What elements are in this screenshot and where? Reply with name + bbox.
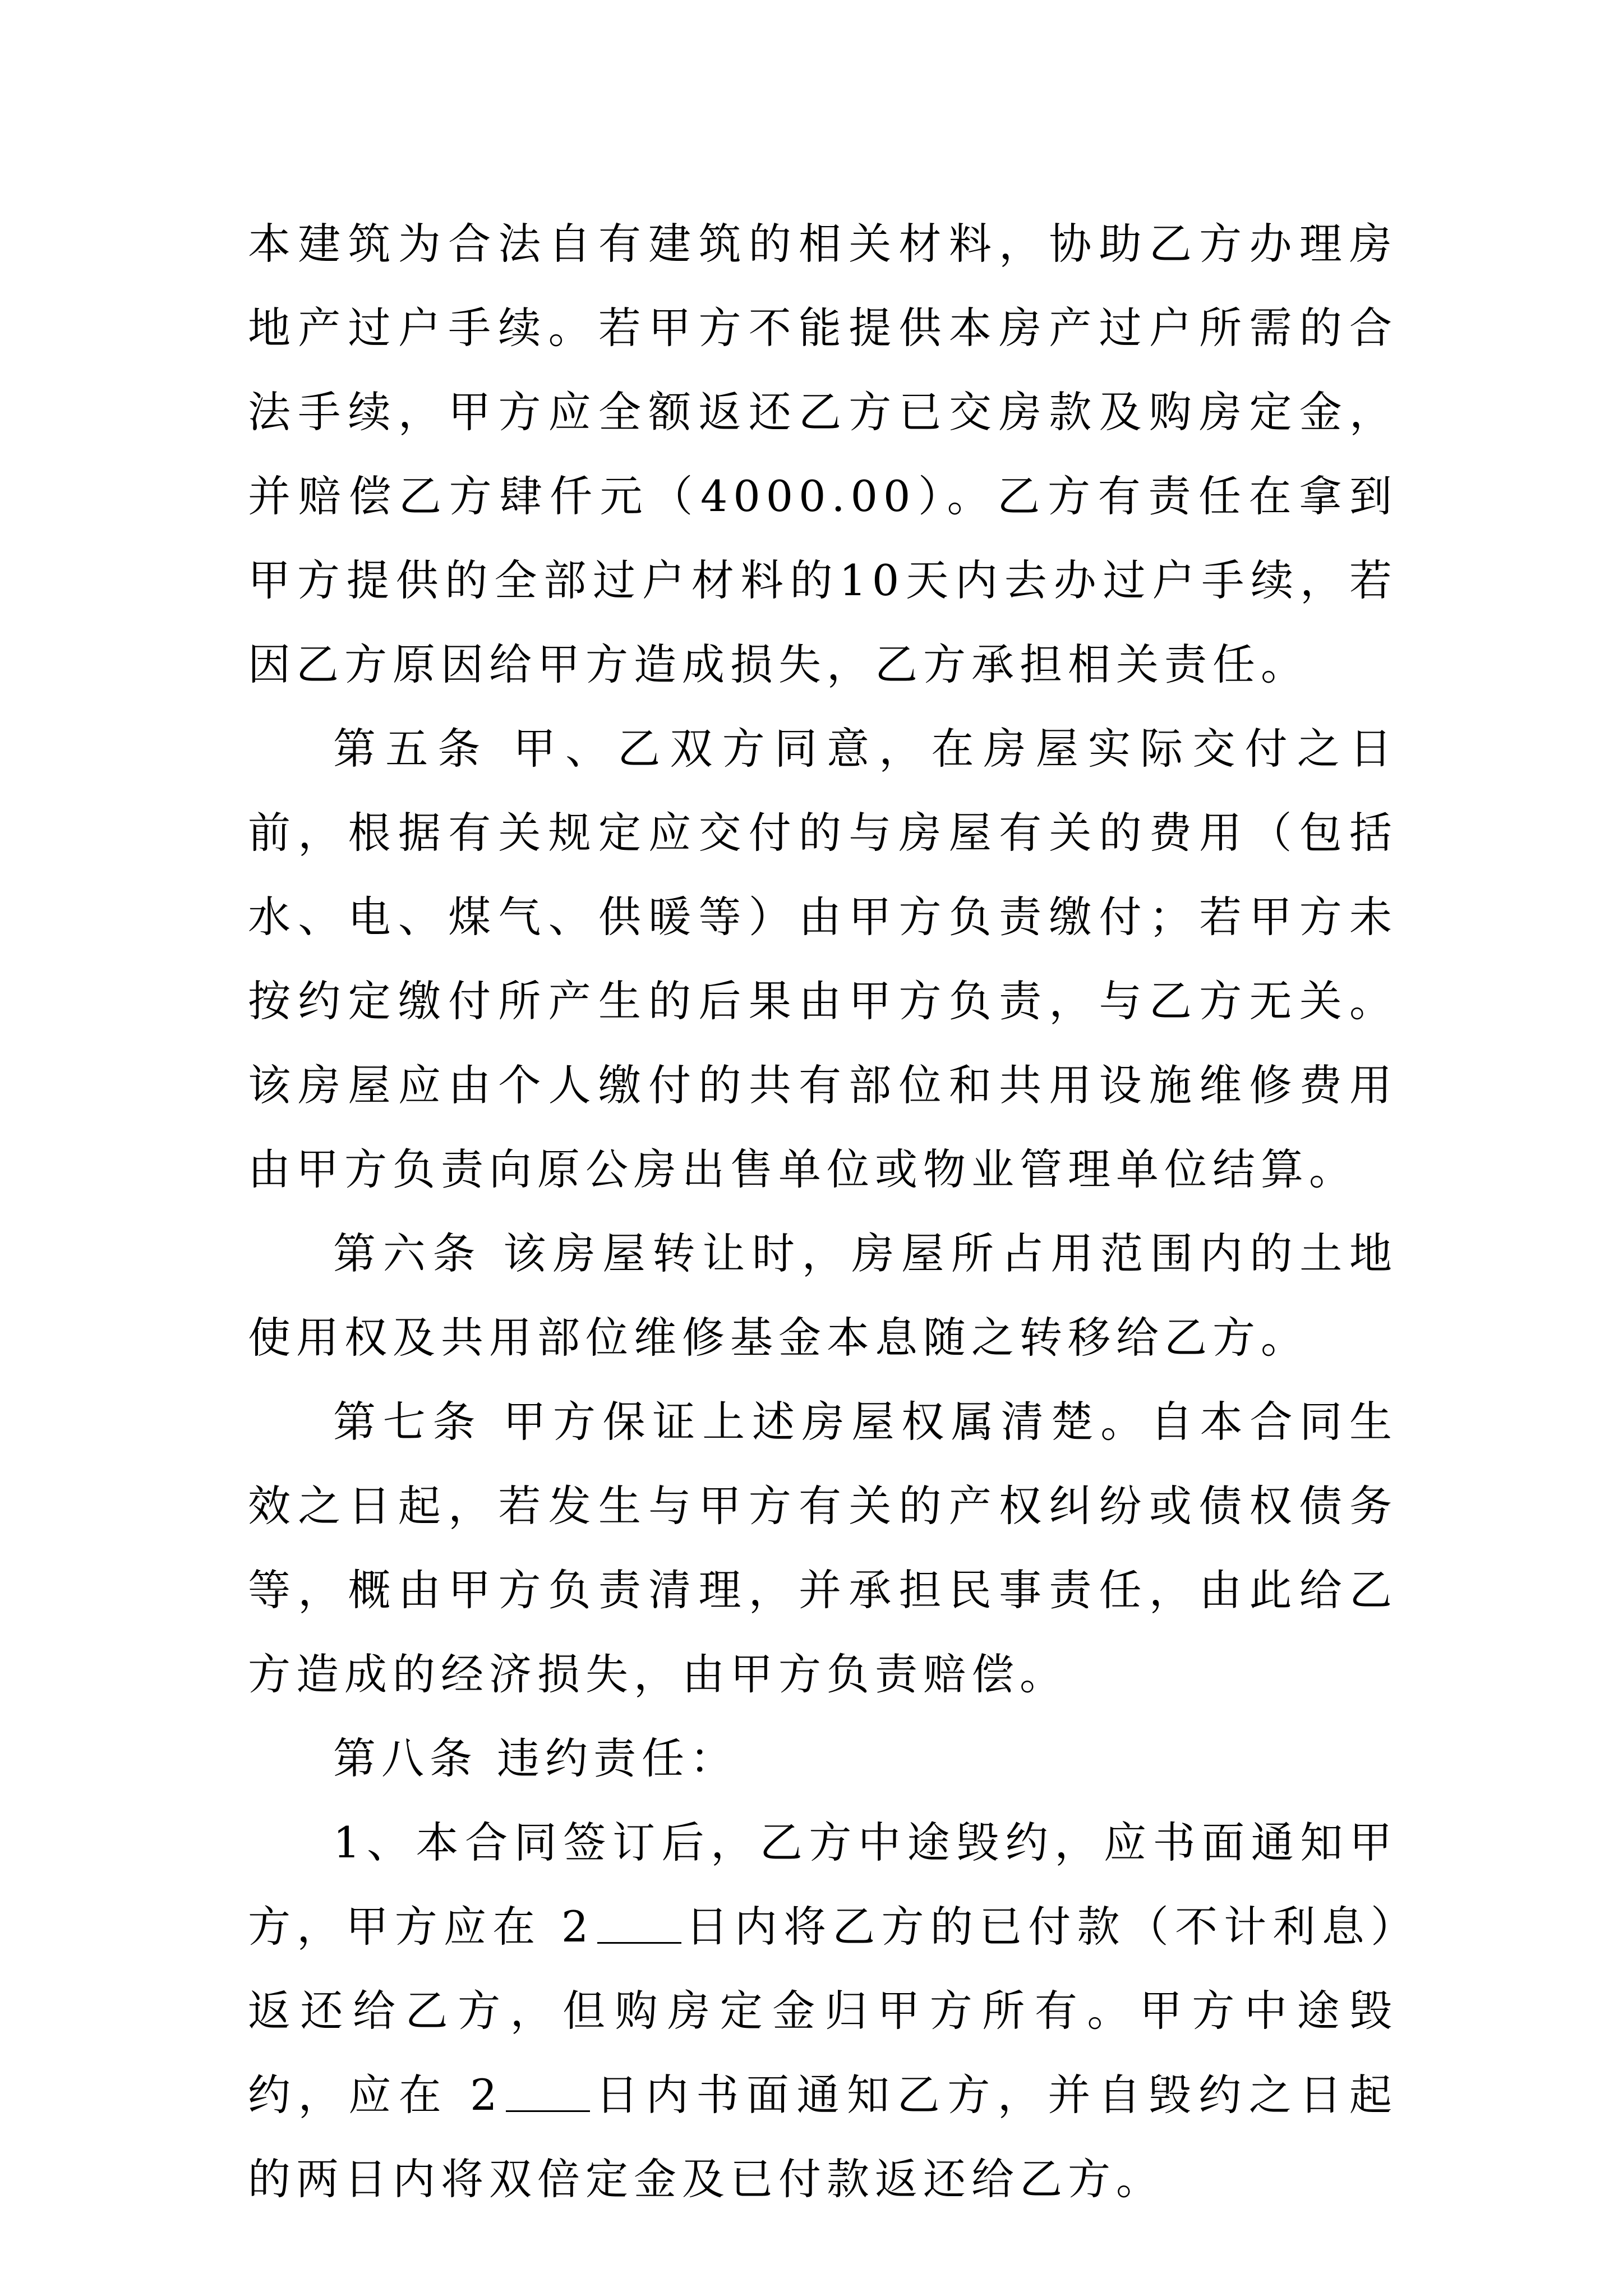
paragraph-article-6: 第六条 该房屋转让时，房屋所占用范围内的土地使用权及共用部位维修基金本息随之转移给乙方。 <box>248 1228 1398 1363</box>
paragraph-article-7: 第七条 甲方保证上述房屋权属清楚。自本合同生效之日起，若发生与甲方有关的产权纠纷或债权债务等，概由甲方负责清理，并承担民事责任，由此给乙方造成的经济损失，由甲方负责赔偿。 <box>248 1397 1398 1699</box>
contract-body <box>248 202 1398 2221</box>
paragraph-continuation: 本建筑为合法自有建筑的相关材料，协助乙方办理房地产过户手续。若甲方不能提供本房产过户所需的合法手续，甲方应全额返还乙方已交房款及购房定金，并赔偿乙方肆仟元（4000.00）。乙方有责任在拿到甲方提供的全部过户材料的10天内去办过户手续，若因乙方原因给甲方造成损失，乙方承担相关责任。 <box>248 219 1398 689</box>
paragraph-article-5: 第五条 甲、乙双方同意，在房屋实际交付之日前，根据有关规定应交付的与房屋有关的费用（包括水、电、煤气、供暖等）由甲方负责缴付；若甲方未按约定缴付所产生的后果由甲方负责，与乙方无关。该房屋应由个人缴付的共有部位和共用设施维修费用由甲方负责向原公房出售单位或物业管理单位结算。 <box>248 724 1398 1194</box>
paragraph-article-8-heading: 第八条 违约责任： <box>333 1733 739 1783</box>
item-1-text-part-1: 1、本合同签订后，乙方中途毁约，应书面通知甲方，甲方应在 2 <box>248 1818 1398 1952</box>
fill-in-blank <box>597 1899 681 1944</box>
item-1-text-part-3: 日内书面通知乙方，并自毁约之日起的两日内将双倍定金及已付款返还给乙方。 <box>248 2070 1398 2204</box>
paragraph-article-8-item-1 <box>248 1801 1398 2221</box>
fill-in-blank <box>506 2068 590 2112</box>
item-1-text-part-2: 日内将乙方的已付款（不计利息）返还给乙方，但购房定金归甲方所有。甲方中途毁约，应在 2 <box>248 1902 1398 2120</box>
